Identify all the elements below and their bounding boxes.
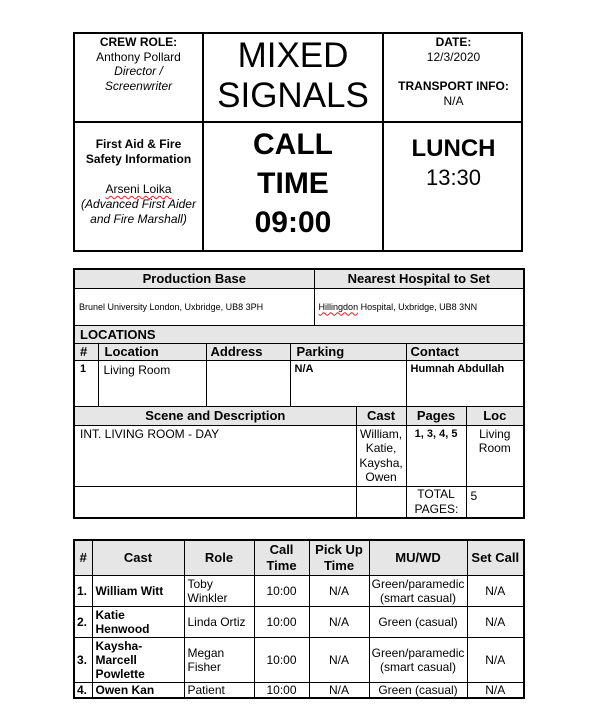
title-line-1: MIXED (237, 36, 349, 75)
totals-row (74, 486, 524, 518)
cast-set-call: N/A (467, 682, 524, 698)
schedule-col-number: # (74, 540, 92, 575)
cast-call-time: 10:00 (254, 682, 309, 698)
schedule-row (74, 637, 524, 682)
cast-pickup-time: N/A (309, 575, 369, 606)
schedule-row (74, 606, 524, 637)
callsheet-header (73, 32, 523, 252)
location-name: Living Room (98, 360, 206, 406)
scene-cast: William, Katie, Kaysha, Owen (356, 425, 406, 486)
hospital-address: Hospital, Uxbridge, UB8 3NN (358, 301, 478, 312)
scene-cast-header: Cast (356, 406, 406, 425)
schedule-col-cast: Cast (92, 540, 184, 575)
call-label-2: TIME (257, 167, 329, 200)
first-aid-title-2: Safety Information (85, 152, 192, 166)
scene-pages-header: Pages (406, 406, 466, 425)
cast-name: William Witt (92, 575, 184, 606)
production-base-value: Brunel University London, Uxbridge, UB8 3PH (74, 288, 314, 325)
production-title (204, 36, 382, 116)
transport-value: N/A (443, 94, 464, 108)
call-time-value: 09:00 (254, 206, 332, 239)
first-aider-role-1: (Advanced First Aider (81, 197, 196, 211)
total-pages-value: 5 (466, 486, 524, 518)
first-aid-section (75, 137, 202, 227)
crew-name: Anthony Pollard (96, 49, 181, 64)
locations-title: LOCATIONS (74, 325, 524, 343)
date-label: DATE: (435, 35, 472, 49)
date-section (384, 35, 523, 109)
lunch-time: 13:30 (425, 165, 482, 190)
location-number: 1 (74, 360, 98, 406)
cast-call-time: 10:00 (254, 575, 309, 606)
totals-blank (74, 486, 356, 518)
locations-row (74, 360, 524, 406)
total-pages-label: TOTAL PAGES: (406, 486, 466, 518)
cast-call-time: 10:00 (254, 637, 309, 682)
cast-set-call: N/A (467, 575, 524, 606)
cast-muwd: Green/paramedic (smart casual) (369, 637, 467, 682)
transport-label: TRANSPORT INFO: (398, 79, 509, 93)
schedule-col-call-time: Call Time (254, 540, 309, 575)
cast-pickup-time: N/A (309, 682, 369, 698)
scenes-header-row (74, 406, 524, 425)
totals-blank (356, 486, 406, 518)
production-info-table (73, 268, 525, 519)
cast-set-call: N/A (467, 606, 524, 637)
location-contact: Humnah Abdullah (406, 360, 524, 406)
scene-loc-header: Loc (466, 406, 524, 425)
cast-muwd: Green/paramedic (smart casual) (369, 575, 467, 606)
cast-pickup-time: N/A (309, 637, 369, 682)
cast-number: 4. (74, 682, 92, 698)
locations-header-row (74, 343, 524, 360)
schedule-row (74, 575, 524, 606)
divider (75, 121, 521, 123)
title-line-2: SIGNALS (217, 76, 369, 115)
schedule-col-set-call: Set Call (467, 540, 524, 575)
crew-title-line-1: Director / (114, 64, 163, 78)
scene-description: INT. LIVING ROOM - DAY (74, 425, 356, 486)
cast-muwd: Green (casual) (369, 682, 467, 698)
date-value: 12/3/2020 (426, 50, 481, 64)
cast-call-time: 10:00 (254, 606, 309, 637)
crew-role-section (75, 35, 202, 93)
production-header-row (74, 269, 524, 288)
cast-role: Megan Fisher (184, 637, 254, 682)
location-address (206, 360, 290, 406)
lunch-section (384, 135, 523, 193)
first-aider-role-2: and Fire Marshall) (90, 212, 187, 226)
scene-description-header: Scene and Description (74, 406, 356, 425)
cast-name: Katie Henwood (92, 606, 184, 637)
schedule-header-row (74, 540, 524, 575)
cast-name: Owen Kan (92, 682, 184, 698)
first-aid-title-1: First Aid & Fire (95, 137, 182, 151)
locations-col-parking: Parking (290, 343, 406, 360)
cast-role: Patient (184, 682, 254, 698)
cast-muwd: Green (casual) (369, 606, 467, 637)
locations-col-location: Location (98, 343, 206, 360)
cast-set-call: N/A (467, 637, 524, 682)
cast-number: 3. (74, 637, 92, 682)
scene-pages: 1, 3, 4, 5 (406, 425, 466, 486)
schedule-col-pickup-time: Pick Up Time (309, 540, 369, 575)
hospital-name: Hillingdon (318, 301, 359, 312)
locations-title-row (74, 325, 524, 343)
cast-number: 1. (74, 575, 92, 606)
location-parking: N/A (290, 360, 406, 406)
crew-title-line-2: Screenwriter (104, 78, 173, 93)
locations-col-number: # (74, 343, 98, 360)
cast-number: 2. (74, 606, 92, 637)
call-label-1: CALL (253, 128, 333, 161)
hospital-value (314, 288, 524, 325)
cast-schedule-table (73, 539, 525, 699)
cast-role: Toby Winkler (184, 575, 254, 606)
production-base-header: Production Base (74, 269, 314, 288)
schedule-col-role: Role (184, 540, 254, 575)
cast-role: Linda Ortiz (184, 606, 254, 637)
locations-col-address: Address (206, 343, 290, 360)
lunch-label: LUNCH (411, 135, 496, 162)
cast-name: Kaysha-Marcell Powlette (92, 637, 184, 682)
nearest-hospital-header: Nearest Hospital to Set (314, 269, 524, 288)
scene-row (74, 425, 524, 486)
production-value-row (74, 288, 524, 325)
cast-pickup-time: N/A (309, 606, 369, 637)
crew-role-label: CREW ROLE: (99, 35, 178, 49)
first-aider-name: Arseni Loika (105, 182, 172, 196)
call-time-section (204, 125, 382, 242)
scene-location: Living Room (466, 425, 524, 486)
schedule-col-muwd: MU/WD (369, 540, 467, 575)
locations-col-contact: Contact (406, 343, 524, 360)
schedule-row (74, 682, 524, 698)
